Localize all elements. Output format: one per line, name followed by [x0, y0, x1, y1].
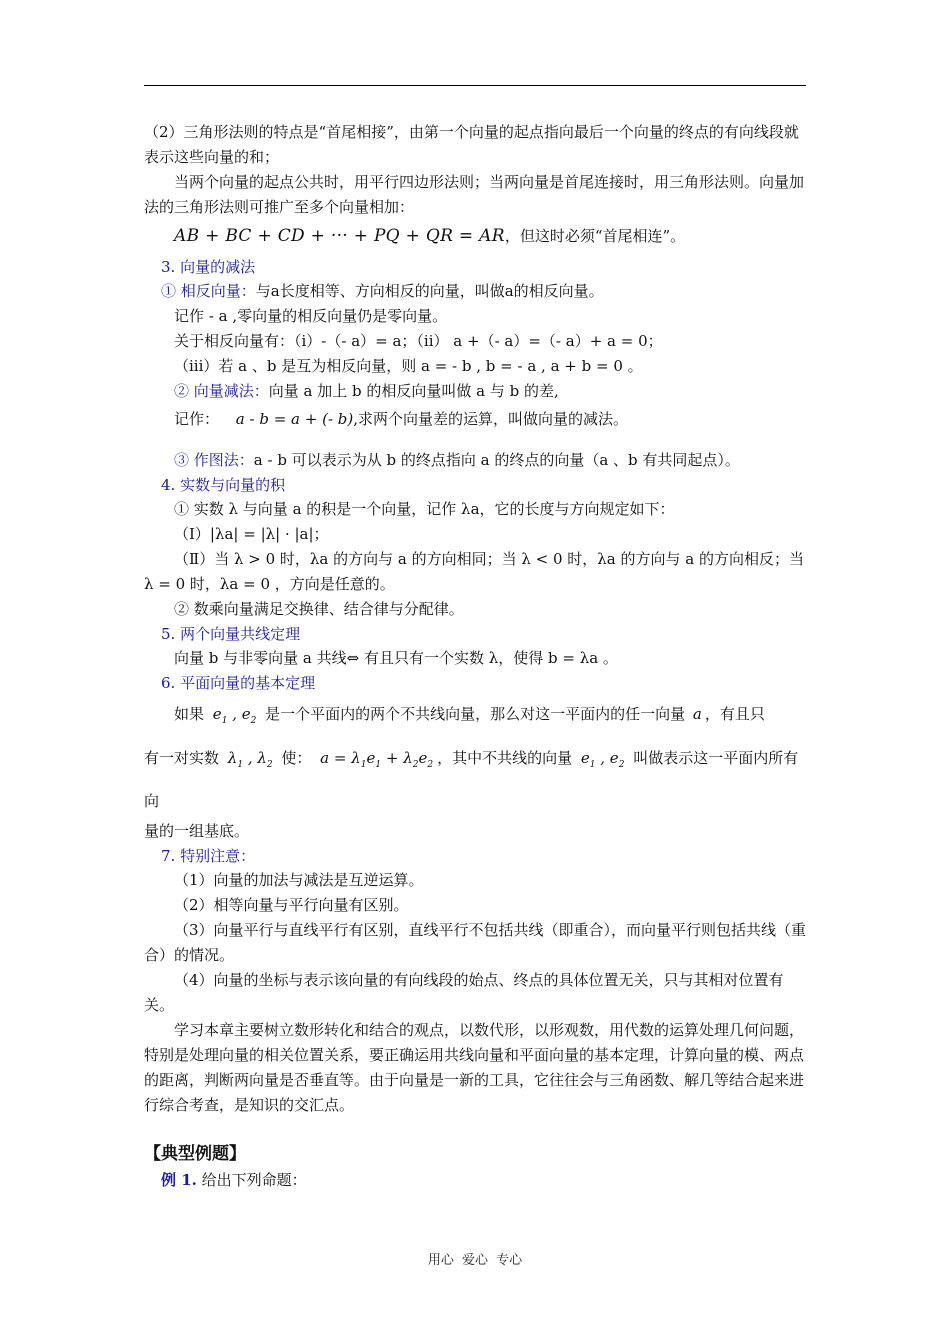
- s6-2a: 有一对实数: [144, 749, 220, 767]
- s6-1c: ，有且只: [704, 705, 765, 723]
- basis-e1-e2: $e_1$ , $e_2$: [212, 705, 257, 726]
- basis-decomposition: $a = \lambda_1e_1 + \lambda_2e_2$: [320, 749, 434, 770]
- chapter-summary: 学习本章主要树立数形转化和结合的观点，以数代形，以形观数，用代数的运算处理几何问题，特别是处理向量的相关位置关系，要正确运用共线向量和平面向量的基本定理，计算向量的模、两点的距离，判断两向量是否垂直等。由于向量是一新的工具，它往往会与三角函数、解几等结合起来进行综合考查，是知识的交汇点。: [144, 1021, 805, 1114]
- s3-2-text: 向量 a 加上 b 的相反向量叫做 a 与 b 的差,: [268, 382, 559, 400]
- section-5-title: 5. 两个向量共线定理: [161, 625, 301, 643]
- section-4-title: 4. 实数与向量的积: [161, 476, 286, 494]
- s7-item3: （3）向量平行与直线平行有区别，直线平行不包括共线（即重合），而向量平行则包括共线（重合）的情况。: [144, 921, 807, 964]
- s7-item2: （2）相等向量与平行向量有区别。: [174, 896, 409, 914]
- spacer: [144, 434, 808, 448]
- s3-1-notation: 记作 - a ,零向量的相反向量仍是零向量。: [174, 307, 448, 325]
- s5-theorem: 向量 b 与非零向量 a 共线⇔ 有且只有一个实数 λ，使得 b = λa 。: [174, 649, 618, 667]
- s3-2b-post: ,求两个向量差的运算，叫做向量的减法。: [353, 410, 629, 428]
- s3-subtraction: [144, 379, 808, 404]
- document-body: [144, 120, 808, 1192]
- vector-a: a: [692, 705, 702, 723]
- s3-3-text: a - b 可以表示为从 b 的终点指向 a 的终点的向量（a 、b 有共同起点）。: [253, 451, 740, 469]
- s3-1-text: 与a长度相等、方向相反的向量，叫做a的相反向量。: [255, 282, 604, 300]
- formula-line: [144, 224, 808, 249]
- para-addition-rules: 当两个向量的起点公共时，用平行四边形法则；当两向量是首尾连接时，用三角形法则。向量加法的三角形法则可推广至多个向量相加：: [144, 173, 805, 216]
- s6-2d: 叫做表示这一平面内所有向: [144, 749, 799, 810]
- s6-line3: 量的一组基底。: [144, 822, 250, 840]
- s4-definition: ① 实数 λ 与向量 a 的积是一个向量，记作 λa，它的长度与方向规定如下：: [174, 500, 675, 518]
- header-rule: [144, 85, 806, 86]
- s6-1a: 如果: [174, 705, 205, 723]
- s6-1b: 是一个平面内的两个不共线向量，那么对这一平面内的任一向量: [265, 705, 686, 723]
- s3-drawing-method: [144, 448, 808, 473]
- s3-2b-pre: 记作：: [174, 410, 220, 428]
- s3-1-label: ① 相反向量：: [161, 282, 256, 300]
- s3-1-iii: （iii）若 a 、b 是互为相反向量，则 a = - b , b = - a , a + b = 0 。: [174, 357, 643, 375]
- s3-opposite-vector: [144, 279, 808, 304]
- s3-1-properties: 关于相反向量有：（i）-（- a）= a；（ii） a +（- a）=（- a）+ a = 0；: [174, 332, 663, 350]
- basis-e1-e2-2: $e_1$ , $e_2$: [580, 749, 625, 770]
- s6-2b: 使：: [281, 749, 312, 767]
- s4-direction: （Ⅱ）当 λ > 0 时，λa 的方向与 a 的方向相同；当 λ < 0 时，λa 的方向与 a 的方向相反；当 λ = 0 时，λa = 0 ，方向是任意的。: [144, 550, 804, 593]
- s3-2-notation: [144, 404, 808, 434]
- s4-laws: ② 数乘向量满足交换律、结合律与分配律。: [174, 600, 464, 618]
- example-1-text: 给出下列命题：: [201, 1171, 307, 1189]
- s6-2c: ，其中不共线的向量: [437, 749, 573, 767]
- section-7-title: 7. 特别注意：: [161, 847, 256, 865]
- s7-item4: （4）向量的坐标与表示该向量的有向线段的始点、终点的具体位置无关，只与其相对位置有关。: [144, 971, 784, 1014]
- s7-item1: （1）向量的加法与减法是互逆运算。: [174, 871, 424, 889]
- s3-2b-formula: a - b = a + (- b): [235, 410, 354, 428]
- section-6-title: 6. 平面向量的基本定理: [161, 674, 316, 692]
- formula-note: ，但这时必须“首尾相连”。: [504, 227, 686, 245]
- section-3-title: 3. 向量的减法: [161, 258, 256, 276]
- s6-line2: [144, 740, 808, 819]
- example-1-label: 例 1.: [161, 1171, 197, 1189]
- page-footer: 用心 爱心 专心: [427, 1253, 523, 1268]
- example-1: [144, 1168, 808, 1192]
- s4-length: （Ⅰ）|λa| = |λ| · |a|；: [174, 525, 329, 543]
- s3-2-label: ② 向量减法：: [174, 382, 269, 400]
- s6-line1: [144, 695, 808, 740]
- s3-3-label: ③ 作图法：: [174, 451, 254, 469]
- para-triangle-rule: （2）三角形法则的特点是“首尾相接”，由第一个向量的起点指向最后一个向量的终点的有向线段就表示这些向量的和；: [144, 123, 799, 166]
- scalars-lambda: $\lambda_1$ , $\lambda_2$: [227, 749, 273, 770]
- examples-heading: 【典型例题】: [144, 1144, 246, 1164]
- formula-vector-sum: AB + BC + CD + ··· + PQ + QR = AR: [174, 226, 505, 246]
